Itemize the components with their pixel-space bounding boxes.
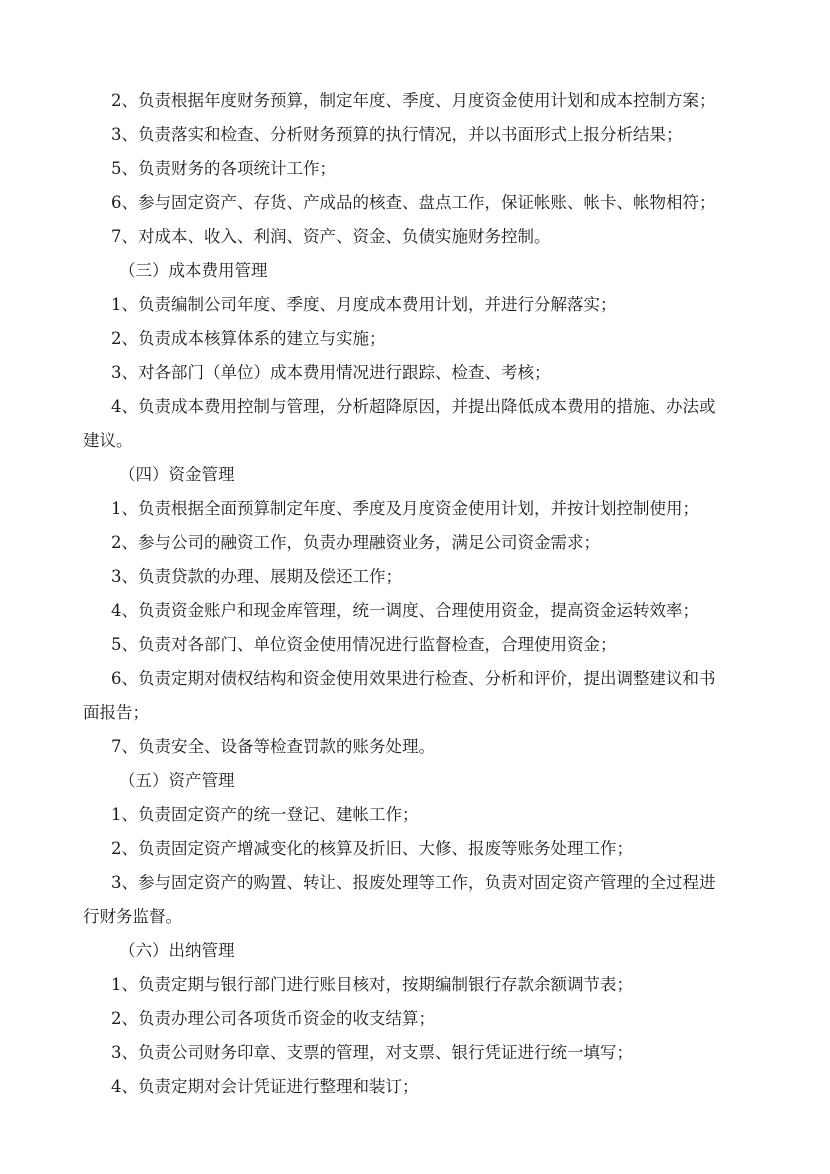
list-item: 1、负责根据全面预算制定年度、季度及月度资金使用计划，并按计划控制使用； — [111, 499, 699, 518]
list-item: 2、负责办理公司各项货币资金的收支结算； — [111, 1009, 435, 1028]
list-item: 7、对成本、收入、利润、资产、资金、负债实施财务控制。 — [111, 227, 551, 246]
list-item: 4、负责资金账户和现金库管理，统一调度、合理使用资金，提高资金运转效率； — [111, 601, 699, 620]
list-item: 3、参与固定资产的购置、转让、报废处理等工作，负责对固定资产管理的全过程进 — [111, 873, 716, 892]
list-item: 1、负责编制公司年度、季度、月度成本费用计划，并进行分解落实； — [111, 295, 617, 314]
list-item: 2、参与公司的融资工作，负责办理融资业务，满足公司资金需求； — [111, 533, 600, 552]
section-heading: （四）资金管理 — [119, 465, 235, 484]
list-item: 1、负责固定资产的统一登记、建帐工作； — [111, 805, 419, 824]
list-item-continuation: 面报告； — [83, 703, 149, 722]
list-item: 5、负责对各部门、单位资金使用情况进行监督检查，合理使用资金； — [111, 635, 617, 654]
list-item: 4、负责定期对会计凭证进行整理和装订； — [111, 1077, 419, 1096]
list-item: 5、负责财务的各项统计工作； — [111, 159, 336, 178]
list-item: 6、负责定期对债权结构和资金使用效果进行检查、分析和评价，提出调整建议和书 — [111, 669, 716, 688]
list-item: 2、负责固定资产增减变化的核算及折旧、大修、报废等账务处理工作； — [111, 839, 633, 858]
list-item: 3、负责落实和检查、分析财务预算的执行情况，并以书面形式上报分析结果； — [111, 125, 683, 144]
list-item-continuation: 建议。 — [83, 431, 133, 450]
list-item-continuation: 行财务监督。 — [83, 907, 182, 926]
list-item: 1、负责定期与银行部门进行账目核对，按期编制银行存款余额调节表； — [111, 975, 633, 994]
list-item: 6、参与固定资产、存货、产成品的核查、盘点工作，保证帐账、帐卡、帐物相符； — [111, 193, 716, 212]
section-heading: （五）资产管理 — [119, 771, 235, 790]
list-item: 7、负责安全、设备等检查罚款的账务处理。 — [111, 737, 435, 756]
list-item: 4、负责成本费用控制与管理，分析超降原因，并提出降低成本费用的措施、办法或 — [111, 397, 716, 416]
list-item: 3、对各部门（单位）成本费用情况进行跟踪、检查、考核； — [111, 363, 551, 382]
list-item: 2、负责成本核算体系的建立与实施； — [111, 329, 386, 348]
list-item: 3、负责贷款的办理、展期及偿还工作； — [111, 567, 402, 586]
document-body — [83, 84, 732, 1104]
section-heading: （六）出纳管理 — [119, 941, 235, 960]
list-item: 3、负责公司财务印章、支票的管理，对支票、银行凭证进行统一填写； — [111, 1043, 633, 1062]
section-heading: （三）成本费用管理 — [119, 261, 268, 280]
list-item: 2、负责根据年度财务预算，制定年度、季度、月度资金使用计划和成本控制方案； — [111, 91, 716, 110]
